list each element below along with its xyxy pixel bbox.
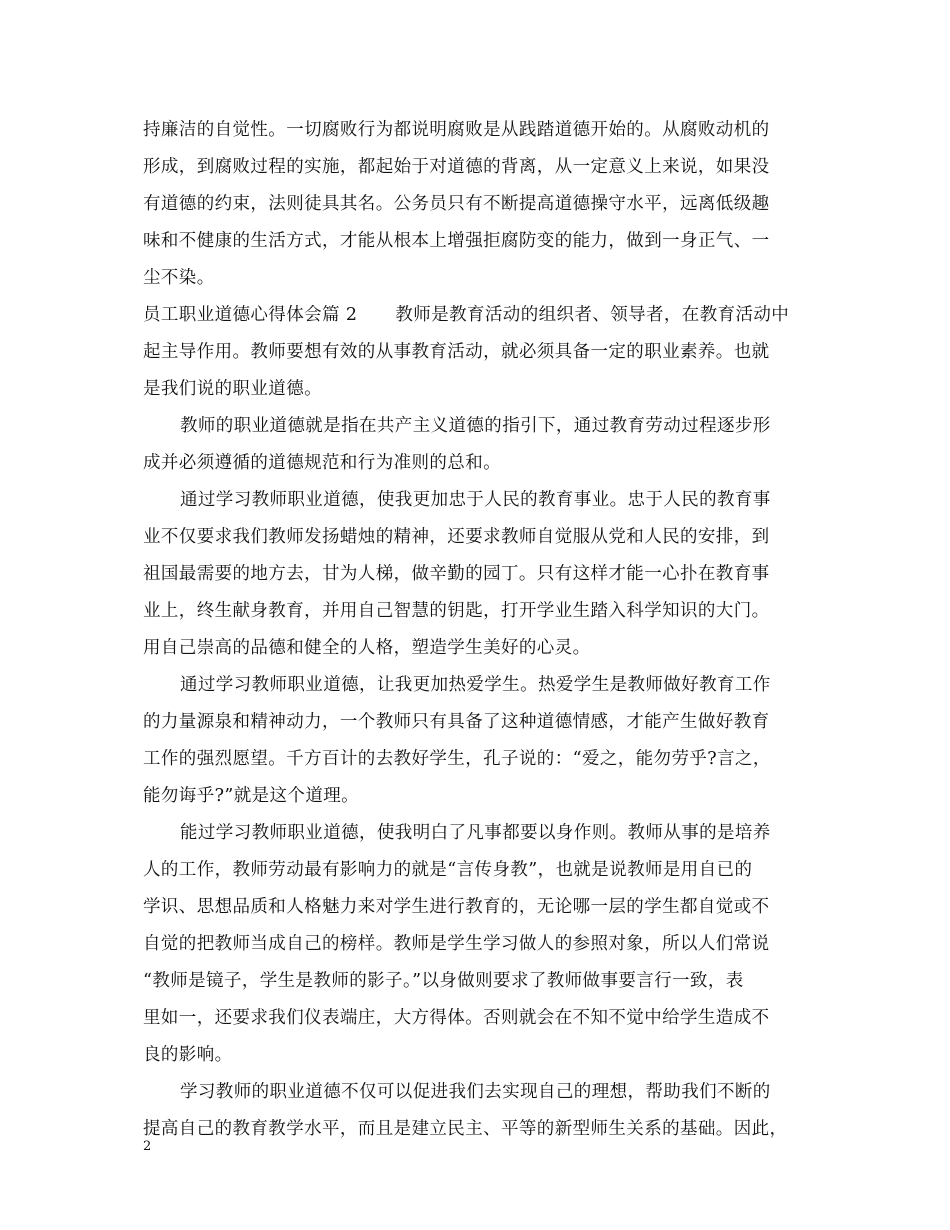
text-line: 工作的强烈愿望。千方百计的去教好学生，孔子说的：“爱之，能勿劳乎?言之， xyxy=(143,749,771,769)
text-line: 用自己崇高的品德和健全的人格，塑造学生美好的心灵。 xyxy=(143,638,591,658)
text-line: 业上，终生献身教育，并用自己智慧的钥匙，打开学业生踏入科学知识的大门。 xyxy=(143,601,770,621)
text-line: 提高自己的教育教学水平，而且是建立民主、平等的新型师生关系的基础。因此， xyxy=(143,1119,788,1139)
paragraph-first-line: 学习教师的职业道德不仅可以促进我们去实现自己的理想，帮助我们不断的 xyxy=(180,1082,771,1102)
text-line: 业不仅要求我们教师发扬蜡烛的精神，还要求教师自觉服从党和人民的安排，到 xyxy=(143,527,770,547)
text-line: 是我们说的职业道德。 xyxy=(143,379,322,399)
section-heading-line xyxy=(143,305,789,325)
text-line: 人的工作，教师劳动最有影响力的就是“言传身教”，也就是说教师是用自已的 xyxy=(143,860,753,880)
text-line: 尘不染。 xyxy=(143,268,215,288)
text-line: 能勿诲乎?”就是这个道理。 xyxy=(143,786,360,806)
paragraph-first-line: 教师的职业道德就是指在共产主义道德的指引下，通过教育劳动过程逐步形 xyxy=(180,416,771,436)
text-line: 自觉的把教师当成自己的榜样。教师是学生学习做人的参照对象，所以人们常说 xyxy=(143,934,770,954)
text-line: 里如一，还要求我们仪表端庄，大方得体。否则就会在不知不觉中给学生造成不 xyxy=(143,1008,770,1028)
text-line: 学识、思想品质和人格魅力来对学生进行教育的，无论哪一层的学生都自觉或不 xyxy=(143,897,770,917)
text-line: 形成，到腐败过程的实施，都起始于对道德的背离，从一定意义上来说，如果没 xyxy=(143,157,770,177)
paragraph-first-line: 通过学习教师职业道德，使我更加忠于人民的教育事业。忠于人民的教育事 xyxy=(180,490,771,510)
text-line: 良的影响。 xyxy=(143,1045,233,1065)
page-number: 2 xyxy=(143,1139,152,1154)
text-line: 的力量源泉和精神动力，一个教师只有具备了这种道德情感，才能产生做好教育 xyxy=(143,712,770,732)
text-line: 有道德的约束，法则徒具其名。公务员只有不断提高道德操守水平，远离低级趣 xyxy=(143,194,770,214)
text-line: 持廉洁的自觉性。一切腐败行为都说明腐败是从践踏道德开始的。从腐败动机的 xyxy=(143,120,770,140)
text-line: 成并必须遵循的道德规范和行为准则的总和。 xyxy=(143,453,501,473)
paragraph-start: 教师是教育活动的组织者、领导者，在教育活动中 xyxy=(395,305,790,325)
text-line: 祖国最需要的地方去，甘为人梯，做辛勤的园丁。只有这样才能一心扑在教育事 xyxy=(143,564,770,584)
text-line: “教师是镜子，学生是教师的影子。”以身做则要求了教师做事要言行一致，表 xyxy=(143,971,744,991)
text-line: 起主导作用。教师要想有效的从事教育活动，就必须具备一定的职业素养。也就 xyxy=(143,342,770,362)
paragraph-first-line: 通过学习教师职业道德，让我更加热爱学生。热爱学生是教师做好教育工作 xyxy=(180,675,771,695)
section-heading: 员工职业道德心得体会篇 2 xyxy=(143,305,358,325)
text-line: 味和不健康的生活方式，才能从根本上增强拒腐防变的能力，做到一身正气、一 xyxy=(143,231,770,251)
paragraph-first-line: 能过学习教师职业道德，使我明白了凡事都要以身作则。教师从事的是培养 xyxy=(180,823,771,843)
